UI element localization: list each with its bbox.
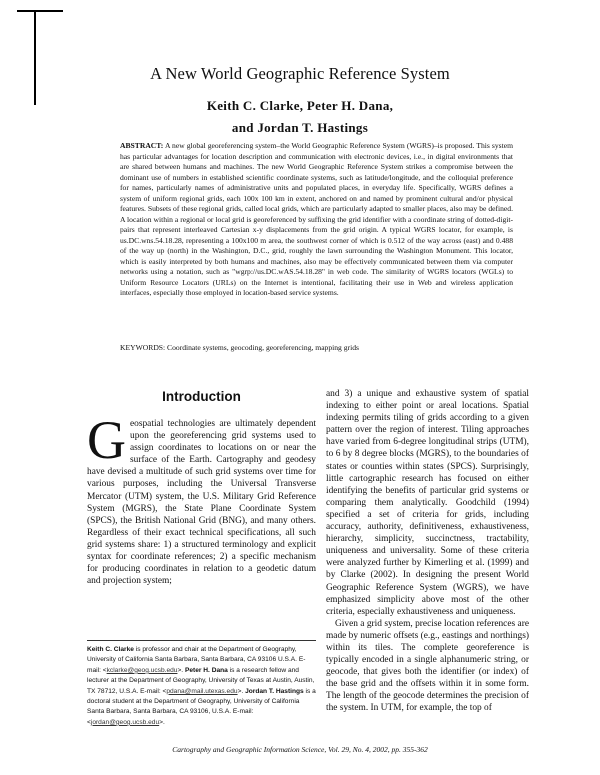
- email-link-dana[interactable]: pdana@mail.utexas.edu: [166, 687, 238, 695]
- author-footnote: [87, 645, 316, 728]
- corner-rule-vertical: [34, 10, 36, 105]
- footnote-text-2: is a research fellow and lecturer at the Department of Geography, University of Texas at Austin, Austin, TX 78712, U.S.A. E-mail: <: [87, 666, 315, 695]
- footnote-text-3b: >.: [159, 718, 165, 726]
- section-heading-introduction: Introduction: [162, 389, 241, 404]
- journal-footer: [0, 745, 600, 754]
- abstract: [120, 141, 513, 299]
- author-block: [0, 95, 600, 139]
- intro-left-text: eospatial technologies are ultimately dependent upon the georeferencing grid systems used to assign coordinates to locations on or near the surface of the Earth. Cartography and geodesy have devised a multitude of such grid systems over time for various purposes, including the Universal Transverse Mercator (UTM) system, the U.S. Military Grid Reference System (MGRS), the State Plane Coordinate System (SPCS), the British National Grid (BNG), and many others. Regardless of their exact technical specifications, all such grid systems share: 1) a structured terminology and explicit syntax for coordinate references; 2) a specific mechanism for producing coordinates in relation to a geodetic datum and projection system;: [87, 419, 316, 587]
- corner-rule-horizontal: [17, 10, 63, 12]
- email-link-hastings[interactable]: jordan@geog.ucsb.edu: [90, 718, 160, 726]
- footnote-text-3: is a doctoral student at the Department of Geography, University of California Santa Barbara, Santa Barbara, CA 93106, U.S.A. E-mail: <: [87, 687, 316, 726]
- abstract-label: ABSTRACT:: [120, 141, 164, 150]
- body-column-left: [87, 410, 316, 587]
- footnote-divider: [87, 640, 316, 641]
- author-line-2: and Jordan T. Hastings: [231, 120, 369, 135]
- footnote-text-1b: >.: [177, 666, 185, 674]
- abstract-text: A new global georeferencing system–the World Geographic Reference System (WGRS)–is proposed. This system has particular advantages for location description and communication with electronic devices, i.e., in digital environments that are shared between humans and machines. The new World Geographic Reference System strikes a compromise between the dominant use of numbers in established scientific coordinate systems, such as latitude/longitude, and the colloquial preference for names, particularly names of administrative units and populated places, in everyday life. Specifically, WGRS defines a system of uniform regional grids, each 100x 100 km in extent, anchored on and named by prominent cultural and/or physical features. Subsets of these regional grids, called local grids, which are particularly adapted to smaller places, also may be defined. A location within a regional or local grid is georeferenced by suffixing the grid identifier with a coordinate string of dotted-digit-pairs that represent interleaved Cartesian x-y displacements from the grid origin. A typical WGRS locator, for example, is us.DC.wns.54.18.28, representing a 100x100 m area, the southwest corner of which is 0.512 of the way across (east) and 0.488 of the way up (north) in the Washington, D.C., grid, roughly the lawn surrounding the Washington Monument. This locator, which is easily interpreted by both humans and machines, also may be effectively communicated between them via computer networks using a notation, such as "wgrp://us.DC.wAS.54.18.28" in web code. The similarity of WGRS locators (WGLs) to Uniform Resource Locators (URLs) on the Internet is intentional, facilitating their use in Web and wireless application interfaces, especially those employed in location-based service systems.: [120, 141, 513, 297]
- page-range: 355-362: [402, 745, 428, 754]
- email-link-clarke[interactable]: kclarke@geog.ucsb.edu: [106, 666, 178, 674]
- footnote-author-2: Peter H. Dana: [184, 666, 228, 674]
- intro-right-paragraph-2: Given a grid system, precise location references are made by numeric offsets (e.g., eastings and northings) within its tiles. The complete georeference is typically encoded in a single alphanumeric string, or geocode, that gives both the identifier (or index) of the base grid and the offsets within it in some form. The length of the geocode determines the precision of the system. In UTM, for example, the top of: [326, 618, 529, 714]
- intro-paragraph: [87, 410, 316, 587]
- intro-right-paragraph-1: and 3) a unique and exhaustive system of spatial indexing to either point or areal locations. Spatial indexing permits tiling of grids according to a given pattern over the region of interest. Tiling approaches have varied from 6-degree longitudinal strips (UTM), to 6 by 8 degree blocks (MGRS), to the boundaries of states or counties within states (SPCS). Surprisingly, little cartographic research has focused on either identifying the benefits of particular grid systems or comparing them analytically. Goodchild (1994) specified a set of criteria for grids, including accuracy, authority, definitiveness, exhaustiveness, hierarchy, simplicity, succinctness, tractability, uniqueness and universality. Some of these criteria were analyzed further by Kimerling et al. (1999) and by Clarke (2002). In designing the present World Geographic Reference System (WGRS), we have emphasized simplicity above most of the other criteria, especially exhaustiveness and uniqueness.: [326, 389, 529, 617]
- author-line-1: Keith C. Clarke, Peter H. Dana,: [206, 98, 394, 113]
- keywords: KEYWORDS: Coordinate systems, geocoding, georeferencing, mapping grids: [120, 343, 359, 352]
- body-column-right: [326, 388, 529, 715]
- journal-citation: Cartography and Geographic Information Science, Vol. 29, No. 4, 2002, pp.: [172, 745, 403, 754]
- footnote-author-1: Keith C. Clarke: [87, 646, 134, 653]
- footnote-text-1: is professor and chair at the Department of Geography, University of California Santa Barbara, Santa Barbara, CA 93106 U.S.A. E-mail: <: [87, 646, 306, 674]
- footnote-text-2b: >.: [237, 687, 246, 695]
- paper-title: A New World Geographic Reference System: [150, 64, 450, 83]
- drop-cap: G: [87, 410, 126, 470]
- footnote-author-3: Jordan T. Hastings: [245, 687, 304, 695]
